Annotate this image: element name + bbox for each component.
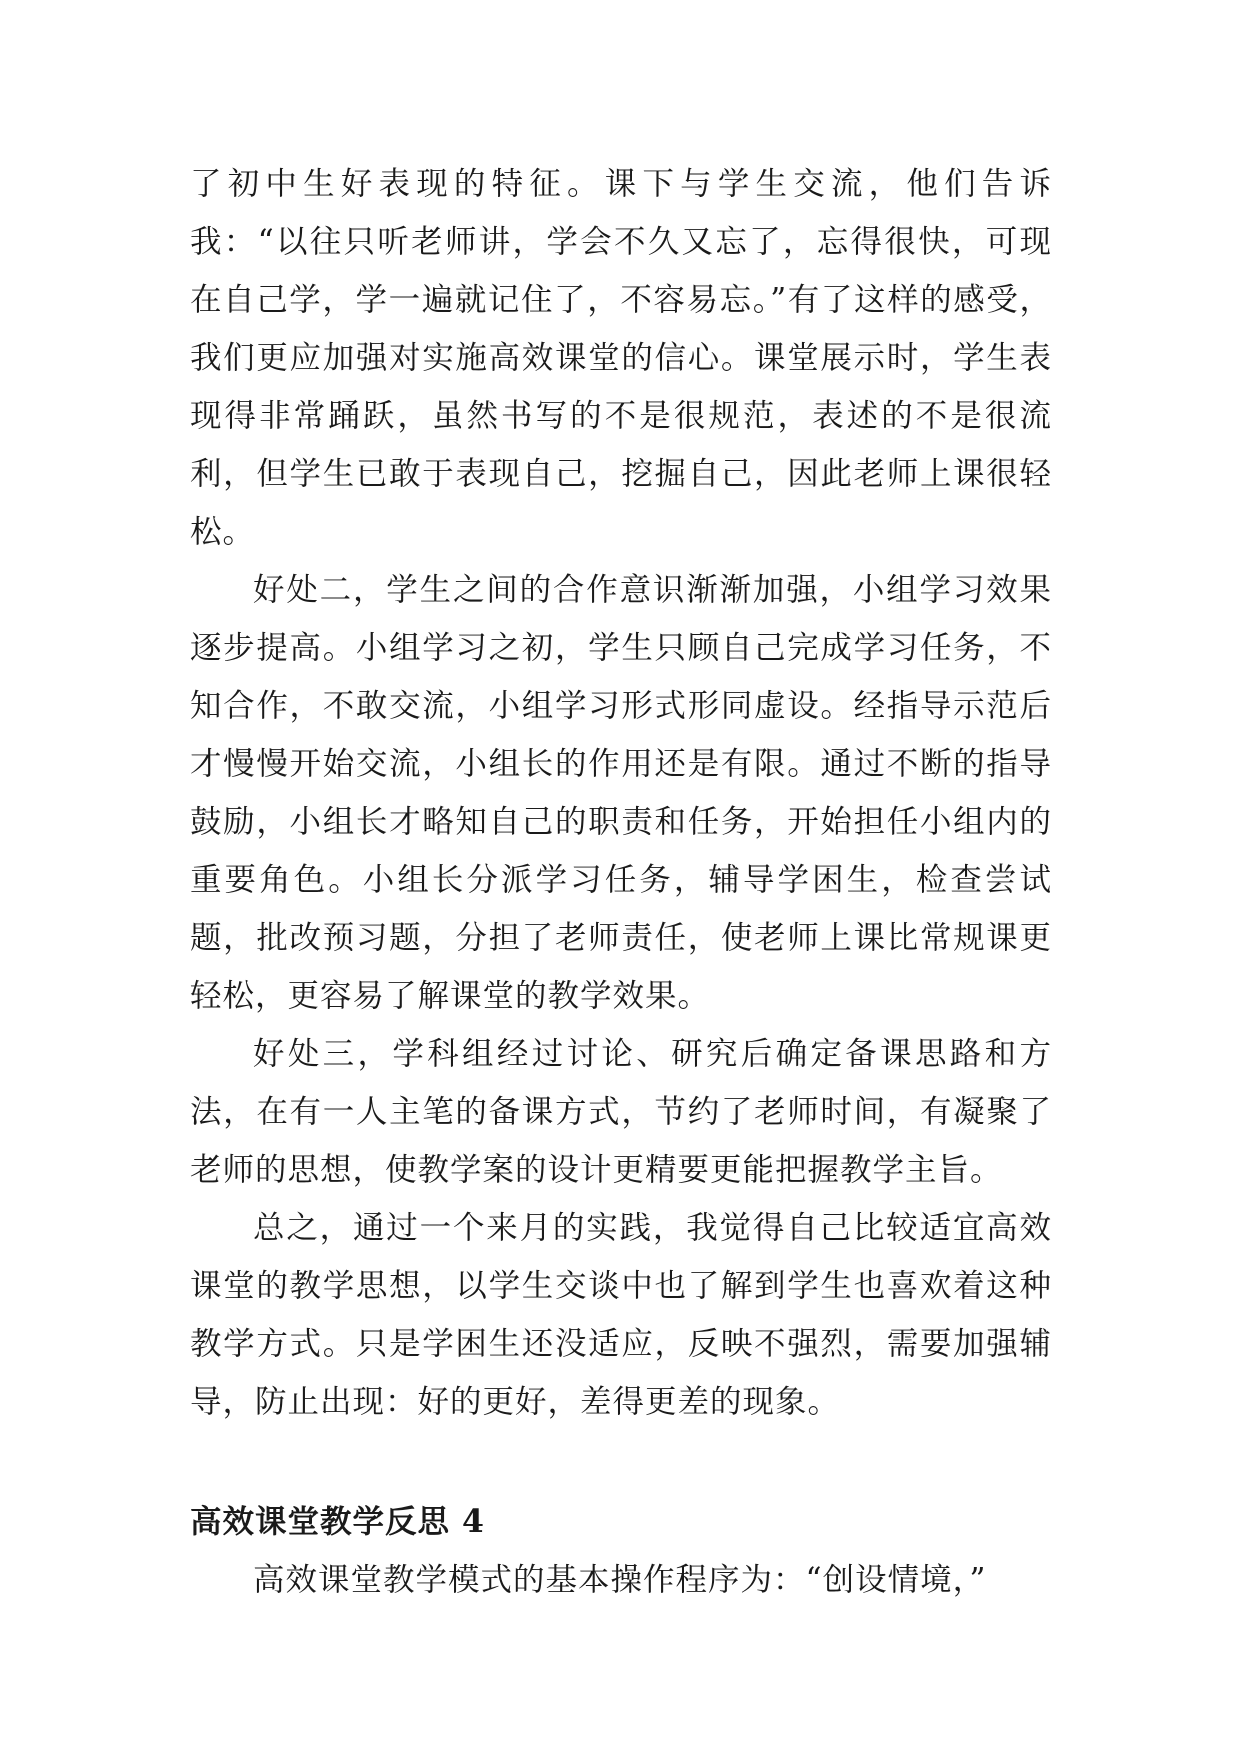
- paragraph-benefit-three: 好处三，学科组经过讨论、研究后确定备课思路和方法，在有一人主笔的备课方式，节约了老师时间，有凝聚了老师的思想，使教学案的设计更精要更能把握教学主旨。: [190, 1036, 1052, 1188]
- paragraph-continued: 了初中生好表现的特征。课下与学生交流，他们告诉我：“以往只听老师讲，学会不久又忘了，忘得很快，可现在自己学，学一遍就记住了，不容易忘。”有了这样的感受，我们更应加强对实施高效课堂的信心。课堂展示时，学生表现得非常踊跃，虽然书写的不是很规范，表述的不是很流利，但学生已敢于表现自己，挖掘自己，因此老师上课很轻松。: [190, 166, 1052, 550]
- paragraph-summary: 总之，通过一个来月的实践，我觉得自己比较适宜高效课堂的教学思想，以学生交谈中也了解到学生也喜欢着这种教学方式。只是学困生还没适应，反映不强烈，需要加强辅导，防止出现：好的更好，差得更差的现象。: [190, 1210, 1052, 1420]
- document-body: [190, 155, 1052, 1609]
- paragraph-benefit-two: 好处二，学生之间的合作意识渐渐加强，小组学习效果逐步提高。小组学习之初，学生只顾自己完成学习任务，不知合作，不敢交流，小组学习形式形同虚设。经指导示范后才慢慢开始交流，小组长的作用还是有限。通过不断的指导鼓励，小组长才略知自己的职责和任务，开始担任小组内的重要角色。小组长分派学习任务，辅导学困生，检查尝试题，批改预习题，分担了老师责任，使老师上课比常规课更轻松，更容易了解课堂的教学效果。: [190, 572, 1052, 1014]
- section-first-paragraph: 高效课堂教学模式的基本操作程序为：“创设情境，”: [253, 1562, 987, 1598]
- section-heading: 高效课堂教学反思 4: [190, 1503, 485, 1540]
